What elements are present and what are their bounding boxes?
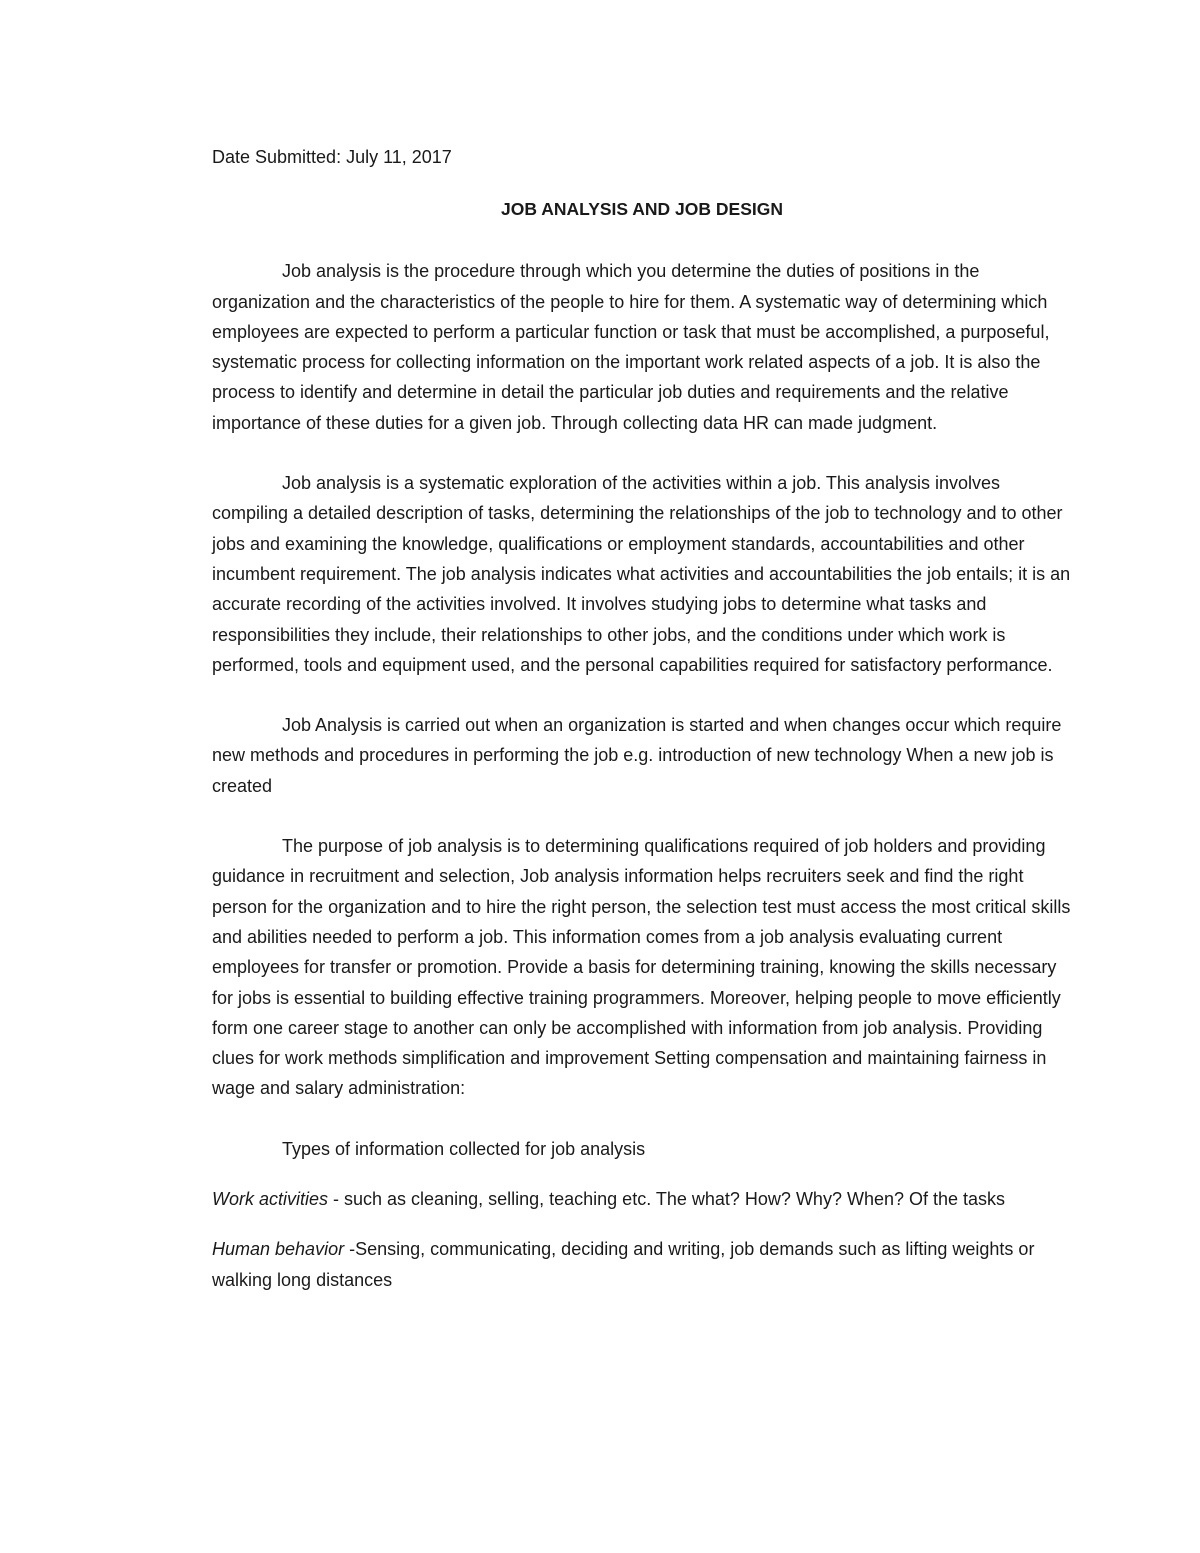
paragraph-3: Job Analysis is carried out when an organization is started and when changes occur which require new methods and procedures in performing the job e.g. introduction of new technology When a new job is created bbox=[212, 715, 1062, 796]
list-item-work-activities bbox=[212, 1184, 1072, 1214]
item-term: Human behavior bbox=[212, 1239, 345, 1260]
document-page bbox=[212, 142, 1072, 1295]
item-term: Work activities bbox=[212, 1189, 329, 1210]
paragraph-4: The purpose of job analysis is to determining qualifications required of job holders and providing guidance in recruitment and selection, Job analysis information helps recruiters seek and find the right person for the organization and to hire the right person, the selection test must access the most critical skills and abilities needed to perform a job. This information comes from a job analysis evaluating current employees for transfer or promotion. Provide a basis for determining training, knowing the skills necessary for jobs is essential to building effective training programmers. Moreover, helping people to move efficiently form one career stage to another can only be accomplished with information from job analysis. Providing clues for work methods simplification and improvement Setting compensation and maintaining fairness in wage and salary administration: bbox=[212, 836, 1071, 1099]
item-text: -Sensing, communicating, deciding and writing, job demands such as lifting weights or walking long distances bbox=[212, 1239, 1035, 1290]
paragraph-1: Job analysis is the procedure through which you determine the duties of positions in the organization and the characteristics of the people to hire for them. A systematic way of determining which employees are expected to perform a particular function or task that must be accomplished, a purposeful, systematic process for collecting information on the important work related aspects of a job. It is also the process to identify and determine in detail the particular job duties and requirements and the relative importance of these duties for a given job. Through collecting data HR can made judgment. bbox=[212, 261, 1050, 433]
types-heading: Types of information collected for job analysis bbox=[282, 1138, 646, 1159]
date-submitted: Date Submitted: July 11, 2017 bbox=[212, 147, 452, 167]
document-title: JOB ANALYSIS AND JOB DESIGN bbox=[501, 199, 783, 220]
list-item-human-behavior bbox=[212, 1234, 1072, 1295]
item-text: - such as cleaning, selling, teaching etc. The what? How? Why? When? Of the tasks bbox=[328, 1189, 1006, 1210]
paragraph-2: Job analysis is a systematic exploration of the activities within a job. This analysis involves compiling a detailed description of tasks, determining the relationships of the job to technology and to other jobs and examining the knowledge, qualifications or employment standards, accountabilities and other incumbent requirement. The job analysis indicates what activities and accountabilities the job entails; it is an accurate recording of the activities involved. It involves studying jobs to determine what tasks and responsibilities they include, their relationships to other jobs, and the conditions under which work is performed, tools and equipment used, and the personal capabilities required for satisfactory performance. bbox=[212, 473, 1071, 675]
